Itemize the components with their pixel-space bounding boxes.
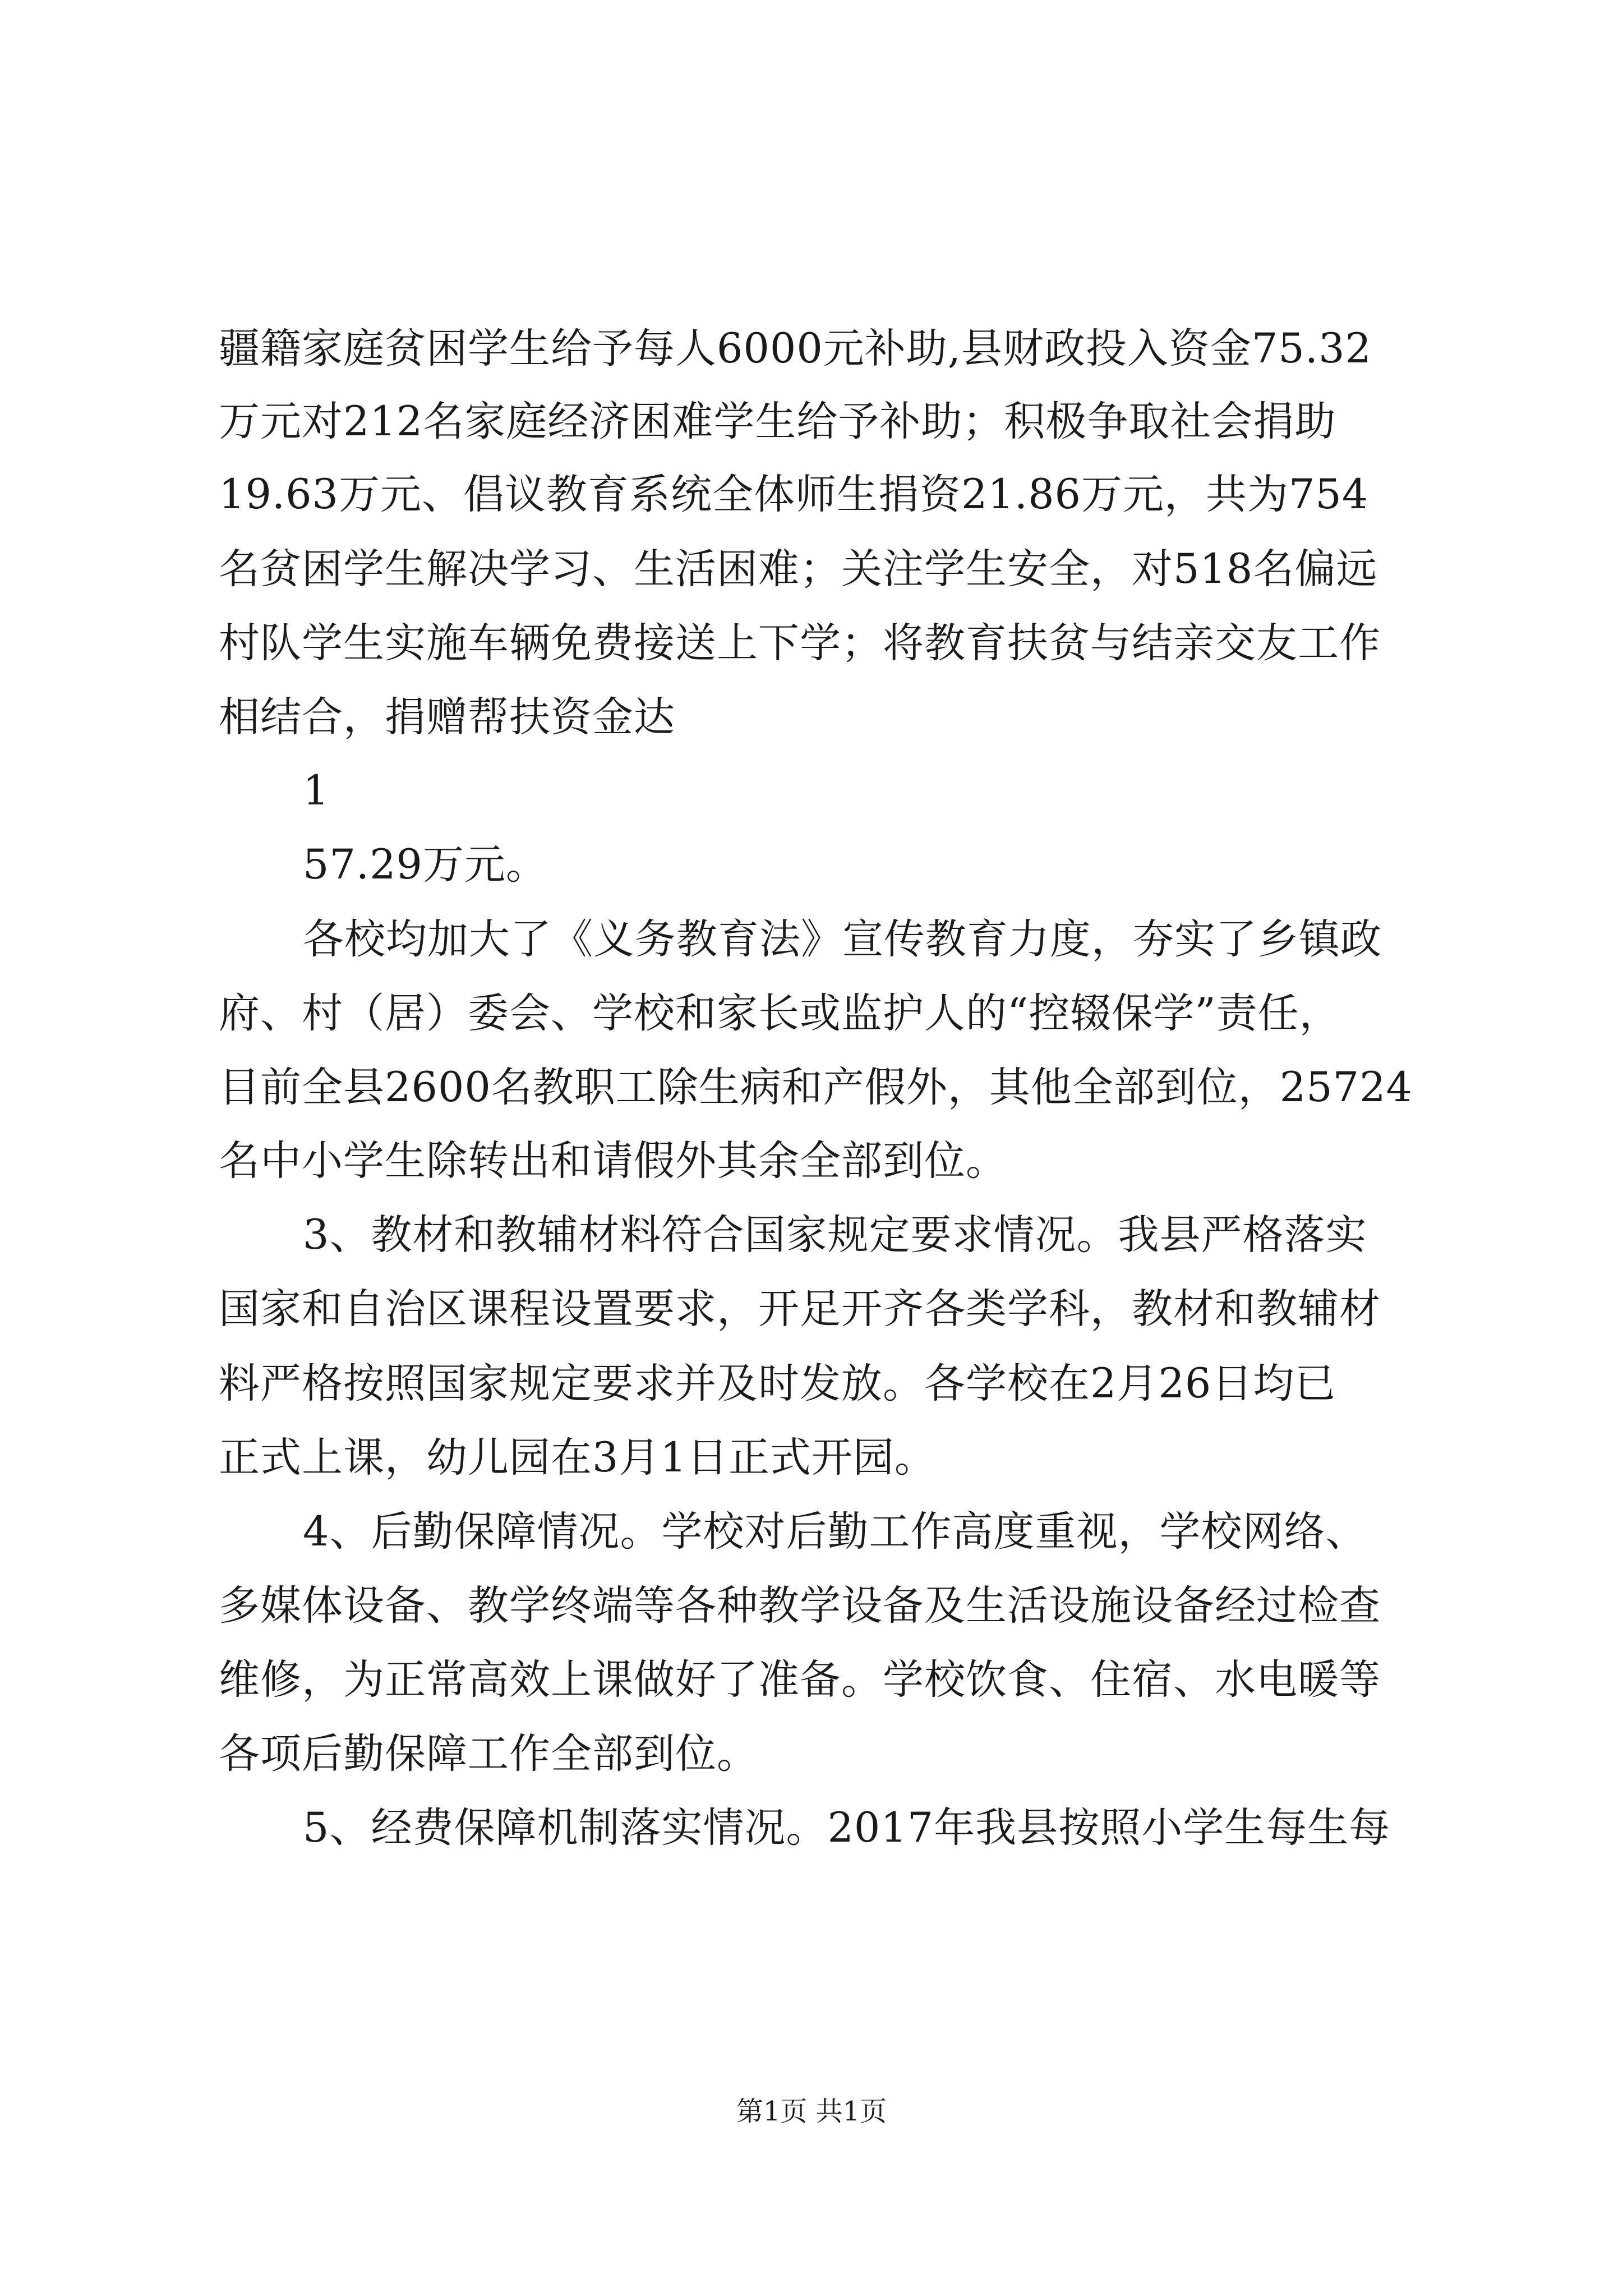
body-line: 多媒体设备、教学终端等各种教学设备及生活设施设备经过检查 [219,1582,1381,1630]
body-line: 料严格按照国家规定要求并及时发放。各学校在2月26日均已 [219,1360,1336,1407]
body-line: 名中小学生除转出和请假外其余全部到位。 [219,1137,1007,1185]
paragraph-start: 各校均加大了《义务教育法》宣传教育力度，夯实了乡镇政 [303,915,1382,963]
body-line: 目前全县2600名教职工除生病和产假外，其他全部到位，25724 [219,1064,1413,1111]
body-line: 57.29万元。 [303,841,547,889]
body-line: 村队学生实施车辆免费接送上下学；将教育扶贫与结亲交友工作 [219,619,1381,667]
paragraph-start: 4、后勤保障情况。学校对后勤工作高度重视，学校网络、 [303,1508,1367,1556]
body-line: 19.63万元、倡议教育系统全体师生捐资21.86万元，共为754 [219,471,1369,518]
body-line: 名贫困学生解决学习、生活困难；关注学生安全，对518名偏远 [219,545,1378,593]
body-line: 府、村（居）委会、学校和家长或监护人的“控辍保学”责任， [219,990,1341,1037]
body-line: 相结合，捐赠帮扶资金达 [219,693,675,741]
body-line: 疆籍家庭贫困学生给予每人6000元补助,县财政投入资金75.32 [219,325,1372,372]
paragraph-start: 3、教材和教辅材料符合国家规定要求情况。我县严格落实 [303,1211,1367,1259]
page-footer: 第1页 共1页 [736,2096,887,2127]
body-line: 维修，为正常高效上课做好了准备。学校饮食、住宿、水电暖等 [219,1656,1381,1704]
body-line: 万元对212名家庭经济困难学生给予补助；积极争取社会捐助 [219,398,1336,445]
body-line: 国家和自治区课程设置要求，开足开齐各类学科，教材和教辅材 [219,1285,1381,1333]
paragraph-start: 5、经费保障机制落实情况。2017年我县按照小学生每生每 [303,1804,1391,1852]
body-line: 1 [303,767,330,815]
body-line: 正式上课，幼儿园在3月1日正式开园。 [219,1434,936,1481]
body-line: 各项后勤保障工作全部到位。 [219,1730,758,1778]
